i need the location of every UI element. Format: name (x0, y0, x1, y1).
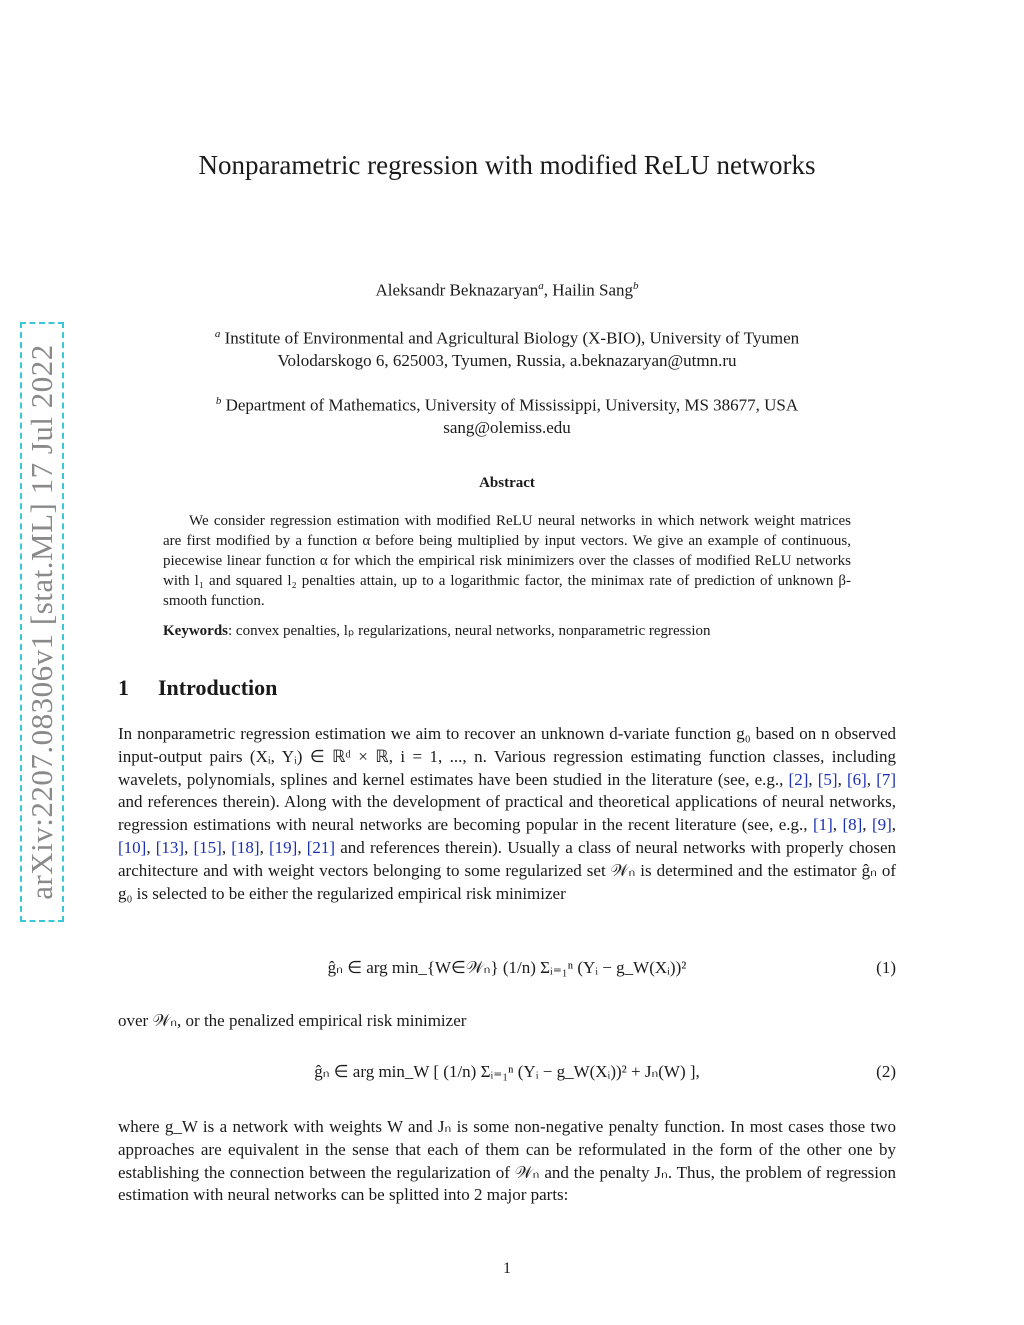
citation-link[interactable]: [6] (846, 769, 867, 789)
citation-link[interactable]: [21] (306, 837, 336, 857)
citation-link[interactable]: [19] (269, 837, 298, 857)
section-number: 1 (118, 675, 129, 700)
affiliation-line: Department of Mathematics, University of Mississippi, University, MS 38677, USA (225, 395, 799, 415)
paper-title: Nonparametric regression with modified ReLU networks (198, 150, 816, 180)
author-separator: , (543, 280, 553, 300)
citation-link[interactable]: [13] (155, 837, 185, 857)
author-name: Hailin Sang (552, 280, 634, 300)
citation-link[interactable]: [1] (812, 815, 833, 835)
keywords (163, 621, 863, 640)
author-list (0, 280, 1014, 301)
equation-2 (118, 1062, 896, 1092)
citation-link[interactable]: [2] (788, 769, 809, 789)
affiliation-line: Institute of Environmental and Agricultural Biology (X-BIO), University of Tyumen (224, 328, 800, 348)
affiliation-line: Volodarskogo 6, 625003, Tyumen, Russia, a.beknazaryan@utmn.ru (277, 350, 737, 370)
section-heading (118, 675, 277, 701)
affiliation-mark: a (214, 328, 221, 340)
equation-body: ĝₙ ∈ arg min_W [ (1/n) Σᵢ₌₁ⁿ (Yᵢ − g_W(Xᵢ))² + Jₙ(W) ], (314, 1062, 700, 1081)
abstract-body: We consider regression estimation with modified ReLU neural networks in which network weight matrices are first modified by a function α before being multiplied by input vectors. We give an example of continuous, piecewise linear function α for which the empirical risk minimizers over the classes of modified ReLU networks with l₁ and squared l₂ penalties attain, up to a logarithmic factor, the minimax rate of prediction of unknown β-smooth function. (163, 513, 851, 609)
citation-link[interactable]: [5] (817, 769, 838, 789)
citation-link[interactable]: [10] (118, 837, 147, 857)
equation-number: (2) (876, 1062, 896, 1081)
affiliation-mark: b (215, 395, 222, 407)
citation-link[interactable]: [8] (842, 815, 863, 835)
arxiv-stamp-text: arXiv:2207.08306v1 [stat.ML] 17 Jul 2022 (24, 344, 59, 900)
equation-number: (1) (876, 958, 896, 977)
author-name: Aleksandr Beknazaryan (375, 280, 539, 300)
affiliation-mark: a (538, 280, 544, 292)
affiliation-mark: b (633, 280, 639, 292)
keywords-label: Keywords (163, 623, 228, 639)
paragraph-text: and references therein). Usually a class of neural networks with properly chosen architecture and with weight vectors belonging to some regularized set 𝒲ₙ is determined and the estimator ĝₙ of g₀ is selected to be either the regularized empirical risk minimizer (118, 837, 897, 903)
citation-link[interactable]: [15] (193, 837, 222, 857)
citation-link[interactable]: [7] (876, 769, 897, 789)
keywords-text: : convex penalties, lₚ regularizations, neural networks, nonparametric regression (228, 623, 711, 639)
affiliation-b (0, 390, 1014, 439)
citation-link[interactable]: [9] (871, 815, 892, 835)
abstract-heading: Abstract (479, 475, 535, 491)
intro-paragraph-2: over 𝒲ₙ, or the penalized empirical risk minimizer (118, 1011, 467, 1030)
citation-link[interactable]: [18] (231, 837, 260, 857)
paragraph-text: and references therein). Along with the development of practical and theoretical applications of neural networks, regression estimations with neural networks are becoming popular in the recent literature (see, e.g., (118, 792, 896, 835)
equation-body: ĝₙ ∈ arg min_{W∈𝒲ₙ} (1/n) Σᵢ₌₁ⁿ (Yᵢ − g_W(Xᵢ))² (327, 958, 687, 977)
page-number: 1 (503, 1260, 511, 1277)
equation-1 (118, 958, 896, 988)
affiliation-line: sang@olemiss.edu (443, 417, 571, 437)
intro-paragraph-1: In nonparametric regression estimation we aim to recover an unknown d-variate function g₀ based on n observed input-output pairs (Xᵢ, Yᵢ) ∈ ℝᵈ × ℝ, i = 1, ..., n. Various regression estimating function classes, including wavelets, polynomials, splines and kernel estimates have been studied in the literature (see, e.g., [2], [5], [6], [7] and references therein). Along with the development of practical and theoretical applications of neural networks, regression estimations with neural networks are becoming popular in the recent literature (see, e.g., [1], [8], [9], [10], [13], [15], [18], [19], [21] and references therein). Usually a class of neural networks with properly chosen architecture and with weight vectors belonging to some regularized set 𝒲ₙ is determined and the estimator ĝₙ of g₀ is selected to be either the regularized empirical risk minimizer (118, 724, 897, 903)
paragraph-text: In nonparametric regression estimation we aim to recover an unknown d-variate function g₀ based on n observed input-output pairs (Xᵢ, Yᵢ) ∈ ℝᵈ × ℝ, i = 1, ..., n. Various regression estimating function classes, including wavelets, polynomials, splines and kernel estimates have been studied in the literature (see, e.g., (118, 724, 896, 789)
section-title: Introduction (158, 675, 278, 700)
intro-paragraph-3: where g_W is a network with weights W and Jₙ is some non-negative penalty function. In most cases those two approaches are equivalent in the sense that each of them can be reformulated in the form of the other one by establishing the connection between the regularization of 𝒲ₙ and the penalty Jₙ. Thus, the problem of regression estimation with neural networks can be splitted into 2 major parts: (118, 1117, 896, 1205)
affiliation-a (0, 323, 1014, 372)
